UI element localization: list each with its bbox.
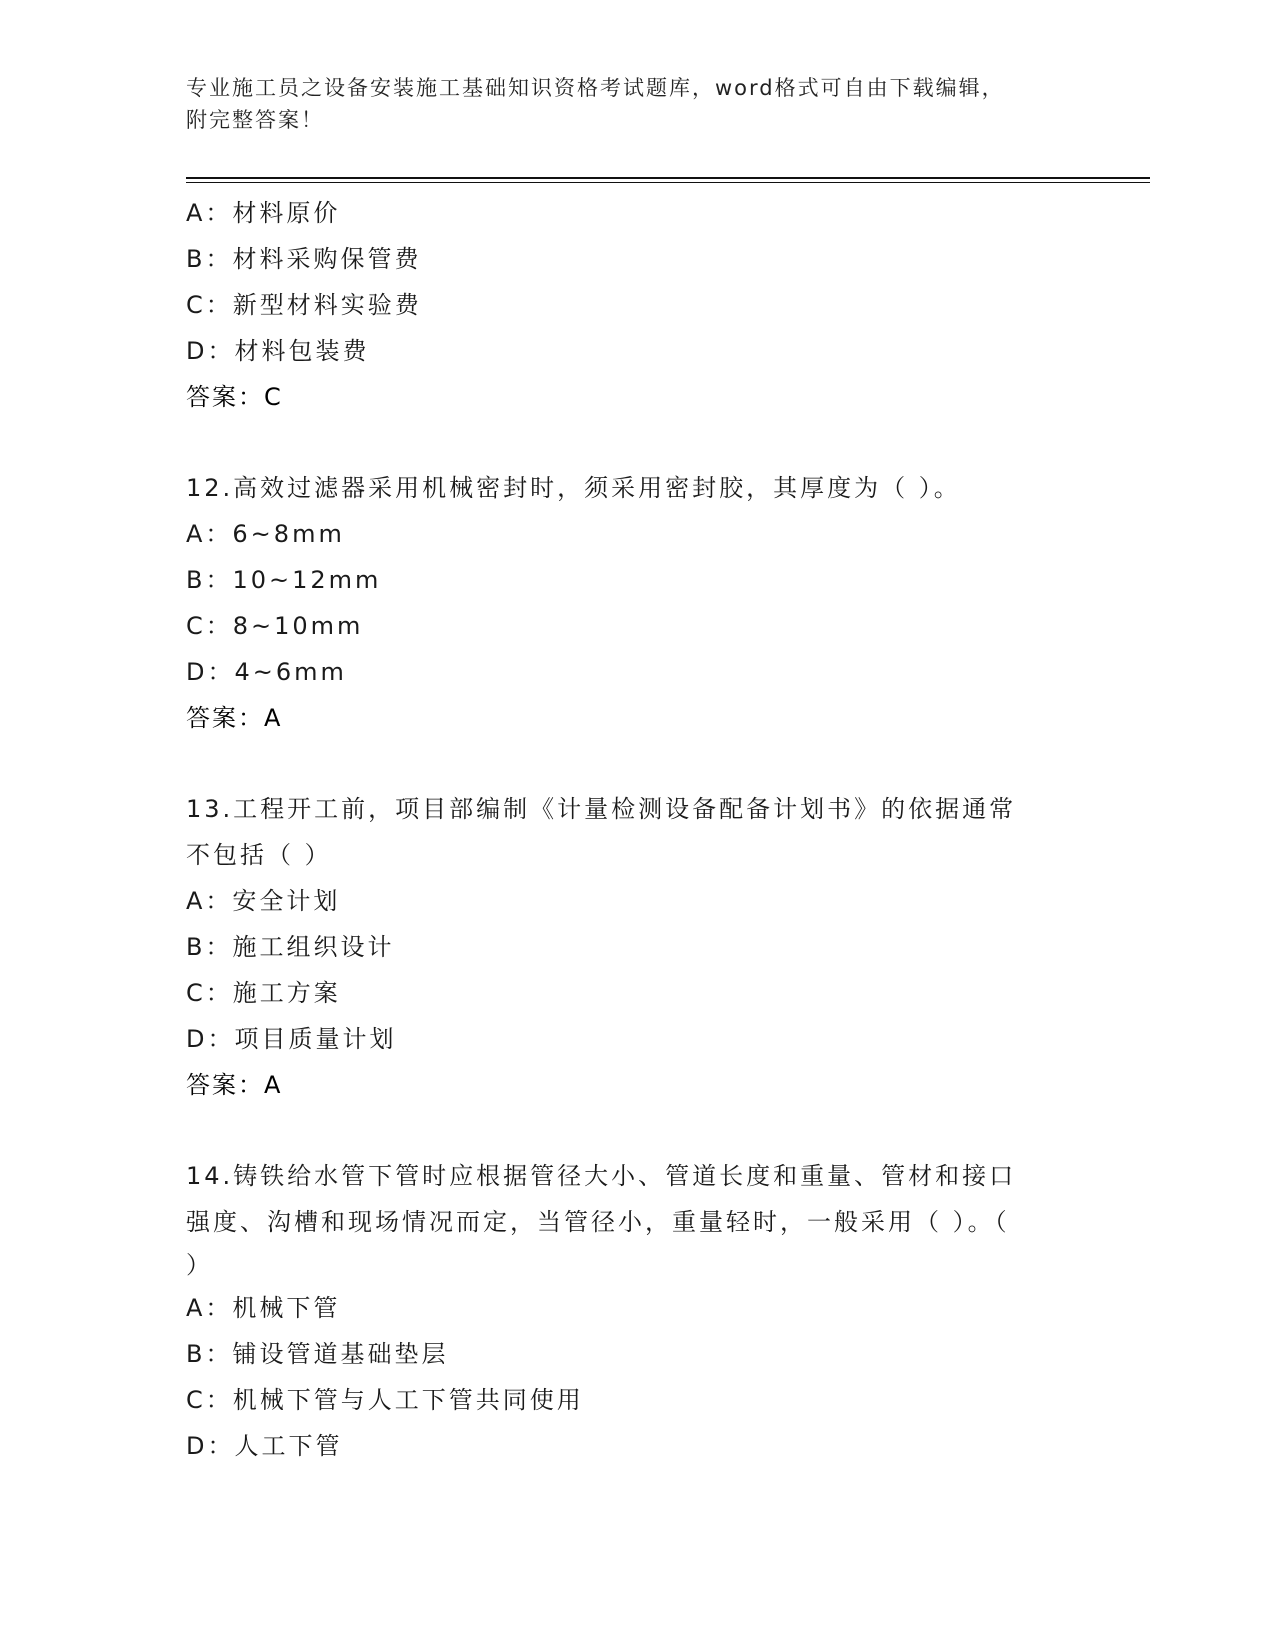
block-spacer	[186, 1108, 1086, 1153]
option-c: C：新型材料实验费	[186, 291, 422, 319]
answer-line: 答案：C	[186, 383, 283, 411]
option-c: C：8~10mm	[186, 612, 364, 640]
option-c: C：机械下管与人工下管共同使用	[186, 1386, 584, 1414]
block-spacer	[186, 741, 1086, 786]
question-text-line3: ）	[186, 1251, 213, 1279]
option-b: B：铺设管道基础垫层	[186, 1340, 449, 1368]
option-a: A：材料原价	[186, 199, 341, 227]
option-d: D：人工下管	[186, 1432, 343, 1460]
question-block-14	[186, 1153, 1086, 1469]
option-c: C：施工方案	[186, 979, 341, 1007]
option-b: B：10~12mm	[186, 566, 382, 594]
header-title-line2: 附完整答案！	[186, 108, 324, 132]
question-text-line2: 不包括（ ）	[186, 841, 332, 869]
header-divider-thin	[186, 182, 1150, 183]
document-header	[186, 72, 1066, 136]
question-block-11	[186, 190, 1086, 420]
question-text-line1: 13.工程开工前，项目部编制《计量检测设备配备计划书》的依据通常	[186, 795, 1017, 823]
option-d: D：材料包装费	[186, 337, 370, 365]
option-a: A：6~8mm	[186, 520, 345, 548]
answer-line: 答案：A	[186, 1071, 283, 1099]
question-block-12	[186, 465, 1086, 741]
question-text-line1: 14.铸铁给水管下管时应根据管径大小、管道长度和重量、管材和接口	[186, 1162, 1017, 1190]
question-text-line2: 强度、沟槽和现场情况而定，当管径小，重量轻时，一般采用（ ）。（	[186, 1208, 1010, 1236]
option-d: D：项目质量计划	[186, 1025, 397, 1053]
question-block-13	[186, 786, 1086, 1108]
option-a: A：机械下管	[186, 1294, 341, 1322]
option-b: B：材料采购保管费	[186, 245, 422, 273]
option-b: B：施工组织设计	[186, 933, 395, 961]
question-text: 12.高效过滤器采用机械密封时，须采用密封胶，其厚度为（ ）。	[186, 474, 961, 502]
block-spacer	[186, 420, 1086, 465]
answer-line: 答案：A	[186, 704, 283, 732]
option-d: D：4~6mm	[186, 658, 347, 686]
option-a: A：安全计划	[186, 887, 341, 915]
question-list	[186, 190, 1086, 1469]
header-title-line1: 专业施工员之设备安装施工基础知识资格考试题库，word格式可自由下载编辑，	[186, 76, 1005, 100]
header-divider-thick	[186, 177, 1150, 179]
